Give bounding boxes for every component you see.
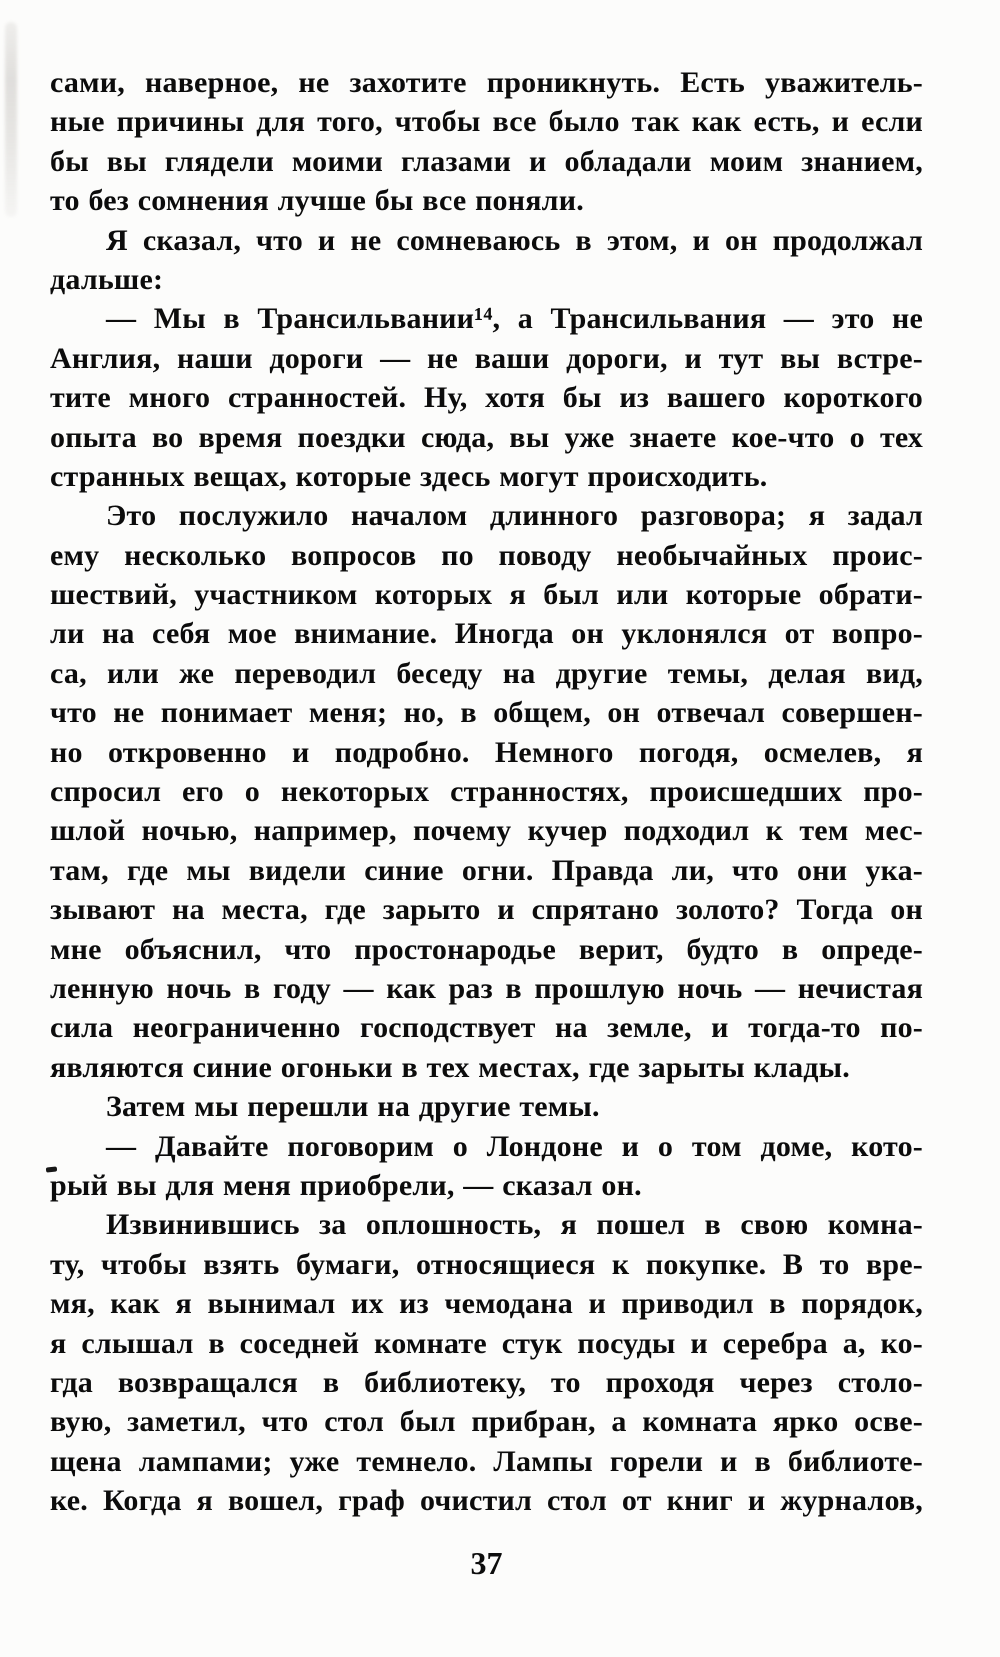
text-line: но откровенно и подробно. Немного погодя, осмелев, я <box>50 735 923 769</box>
text-line: са, или же переводил беседу на другие темы, делая вид, <box>50 656 923 690</box>
text-line: странных вещах, которые здесь могут происходить. <box>50 459 768 493</box>
text-line: ленную ночь в году — как раз в прошлую ночь — нечистая <box>50 971 923 1005</box>
text-line: дальше: <box>50 262 164 296</box>
text-line: мя, как я вынимал их из чемодана и приводил в порядок, <box>50 1287 923 1321</box>
text-line: гда возвращался в библиотеку, то проходя через столо- <box>50 1365 923 1399</box>
text-line: являются синие огоньки в тех местах, где зарыты клады. <box>50 1050 851 1084</box>
text-line: ему несколько вопросов по поводу необычайных проис- <box>50 538 923 572</box>
text-line: ные причины для того, чтобы все было так как есть, и если <box>50 105 923 139</box>
scan-smudge <box>5 22 17 217</box>
text-line: мне объяснил, что простонародье верит, будто в опреде- <box>50 932 923 966</box>
text-line: — Давайте поговорим о Лондоне и о том доме, кото- <box>106 1129 923 1163</box>
text-line: ли на себя мое внимание. Иногда он уклонялся от вопро- <box>50 617 923 651</box>
text-line: ке. Когда я вошел, граф очистил стол от книг и журналов, <box>50 1484 923 1518</box>
text-line: тите много странностей. Ну, хотя бы из вашего короткого <box>50 381 923 415</box>
text-line: Затем мы перешли на другие темы. <box>106 1090 600 1124</box>
text-line: Извинившись за оплошность, я пошел в свою комна- <box>106 1208 923 1242</box>
text-line: щена лампами; уже темнело. Лампы горели и в библиоте- <box>50 1444 923 1478</box>
page-text <box>50 63 923 1520</box>
text-line: зывают на места, где зарыто и спрятано золото? Тогда он <box>50 893 923 927</box>
text-line: что не понимает меня; но, в общем, он отвечал совершен- <box>50 696 923 730</box>
text-line: шествий, участником которых я был или которые обрати- <box>50 578 923 612</box>
text-line: вую, заметил, что стол был прибран, а комната ярко осве- <box>50 1405 923 1439</box>
text-line: спросил его о некоторых странностях, происшедших про- <box>50 775 923 809</box>
text-line: опыта во время поездки сюда, вы уже знаете кое-что о тех <box>50 420 923 454</box>
text-line: я слышал в соседней комнате стук посуды и серебра а, ко- <box>50 1326 923 1360</box>
text-line: Англия, наши дороги — не ваши дороги, и тут вы встре- <box>50 341 923 375</box>
text-line: рый вы для меня приобрели, — сказал он. <box>50 1168 642 1202</box>
text-line: бы вы глядели моими глазами и обладали моим знанием, <box>50 144 923 178</box>
page-number: 37 <box>470 1545 503 1581</box>
text-line: — Мы в Трансильвании¹⁴, а Трансильвания — это не <box>106 302 923 336</box>
text-line: Я сказал, что и не сомневаюсь в этом, и он продолжал <box>106 223 923 257</box>
text-line: сами, наверное, не захотите проникнуть. Есть уважитель- <box>50 66 923 99</box>
text-line: ту, чтобы взять бумаги, относящиеся к покупке. В то вре- <box>50 1247 923 1281</box>
text-line: сила неограниченно господствует на земле, и тогда-то по- <box>50 1011 923 1045</box>
text-line: там, где мы видели синие огни. Правда ли, что они ука- <box>50 853 923 887</box>
text-line: Это послужило началом длинного разговора; я задал <box>106 499 923 533</box>
text-line: то без сомнения лучше бы все поняли. <box>50 184 584 218</box>
text-line: шлой ночью, например, почему кучер подходил к тем мес- <box>50 814 923 848</box>
